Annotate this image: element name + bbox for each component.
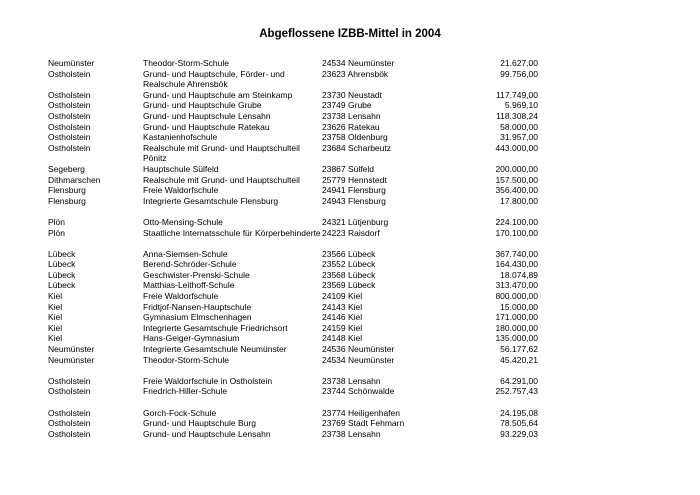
place-cell: 23738 Lensahn [322, 428, 381, 439]
amount-cell: 157.500,00 [495, 174, 538, 185]
district-cell: Ostholstein [48, 121, 91, 132]
amount-cell: 443.000,00 [495, 142, 538, 153]
table-row [48, 122, 538, 133]
place-cell: 23738 Lensahn [322, 375, 381, 386]
school-cell: Freie Waldorfschule in Ostholstein [143, 375, 273, 386]
amount-cell: 252.757,43 [495, 386, 538, 397]
district-cell: Ostholstein [48, 428, 91, 439]
table-row [48, 58, 538, 69]
place-cell: 24159 Kiel [322, 322, 363, 333]
amount-cell: 78.505,64 [500, 418, 538, 429]
amount-cell: 164.430,00 [495, 259, 538, 270]
school-cell: Geschwister-Prenski-Schule [143, 269, 250, 280]
school-cell: Gorch-Fock-Schule [143, 407, 217, 418]
amount-cell: 45.420,21 [500, 354, 538, 365]
amount-cell: 800.000,00 [495, 291, 538, 302]
table-row [48, 228, 538, 239]
table-row [48, 100, 538, 111]
district-cell: Ostholstein [48, 68, 91, 79]
funding-table [48, 58, 538, 439]
amount-cell: 180.000,00 [495, 322, 538, 333]
school-cell: Realschule mit Grund- und Hauptschulteil [143, 174, 300, 185]
table-row [48, 164, 538, 175]
table-row [48, 111, 538, 122]
amount-cell: 356.400,00 [495, 185, 538, 196]
school-cell: Grund- und Hauptschule Lensahn [143, 110, 271, 121]
amount-cell: 56.177,62 [500, 344, 538, 355]
place-cell: 23569 Lübeck [322, 280, 376, 291]
district-cell: Ostholstein [48, 142, 91, 153]
table-row [48, 429, 538, 440]
district-cell: Segeberg [48, 163, 85, 174]
school-cell: Hauptschule Sülfeld [143, 163, 219, 174]
place-cell: 25779 Hennstedt [322, 174, 387, 185]
place-cell: 23566 Lübeck [322, 248, 376, 259]
amount-cell: 93.229,03 [500, 428, 538, 439]
district-cell: Ostholstein [48, 407, 91, 418]
school-cell: Grund- und Hauptschule Lensahn [143, 428, 271, 439]
school-cell: Grund- und Hauptschule Grube [143, 100, 262, 111]
school-cell: Theodor-Storm-Schule [143, 354, 229, 365]
table-row [48, 302, 538, 313]
table-row [48, 386, 538, 397]
place-cell: 23744 Schönwalde [322, 386, 395, 397]
place-cell: 23738 Lensahn [322, 110, 381, 121]
place-cell: 24146 Kiel [322, 312, 363, 323]
district-cell: Ostholstein [48, 110, 91, 121]
amount-cell: 170.100,00 [495, 227, 538, 238]
place-cell: 23568 Lübeck [322, 269, 376, 280]
amount-cell: 135.000,00 [495, 333, 538, 344]
table-row [48, 291, 538, 302]
district-cell: Neumünster [48, 58, 95, 68]
school-cell: Anna-Siemsen-Schule [143, 248, 228, 259]
amount-cell: 171.000,00 [495, 312, 538, 323]
table-row [48, 217, 538, 228]
district-cell: Kiel [48, 333, 63, 344]
school-cell: Berend-Schröder-Schule [143, 259, 237, 270]
table-row [48, 259, 538, 270]
place-cell: 24536 Neumünster [322, 344, 395, 355]
school-cell: Freie Waldorfschule [143, 185, 219, 196]
place-cell: 23684 Scharbeutz [322, 142, 391, 153]
school-cell: Staatliche Internatsschule für Körperbehinderte [143, 227, 321, 238]
place-cell: 24321 Lütjenburg [322, 216, 389, 227]
amount-cell: 313.470,00 [495, 280, 538, 291]
amount-cell: 5.969,10 [504, 100, 538, 111]
district-cell: Plön [48, 227, 66, 238]
district-cell: Kiel [48, 322, 63, 333]
table-row [48, 196, 538, 207]
table-row [48, 344, 538, 355]
district-cell: Ostholstein [48, 132, 91, 143]
place-cell: 23749 Grube [322, 100, 372, 111]
school-cell: Integrierte Gesamtschule Neumünster [143, 344, 287, 355]
amount-cell: 367.740,00 [495, 248, 538, 259]
place-cell: 23626 Ratekau [322, 121, 380, 132]
amount-cell: 31.957,00 [500, 132, 538, 143]
district-cell: Kiel [48, 301, 63, 312]
table-row [48, 333, 538, 344]
page-title: Abgeflossene IZBB-Mittel in 2004 [259, 28, 441, 40]
table-row [48, 323, 538, 334]
school-cell: Freie Waldorfschule [143, 291, 219, 302]
table-row [48, 418, 538, 429]
school-cell: Gymnasium Elmschenhagen [143, 312, 252, 323]
place-cell: 24109 Kiel [322, 291, 363, 302]
district-cell: Neumünster [48, 354, 95, 365]
school-cell: Matthias-Leithoff-Schule [143, 280, 235, 291]
place-cell: 24148 Kiel [322, 333, 363, 344]
school-cell: Integrierte Gesamtschule Flensburg [143, 195, 279, 206]
table-row [48, 376, 538, 387]
school-cell: Grund- und Hauptschule am Steinkamp [143, 89, 293, 100]
table-row [48, 175, 538, 186]
place-cell: 23730 Neustadt [322, 89, 383, 100]
district-cell: Lübeck [48, 280, 76, 291]
table-row [48, 312, 538, 323]
district-cell: Ostholstein [48, 89, 91, 100]
amount-cell: 24.195,08 [500, 407, 538, 418]
amount-cell: 117.749,00 [496, 89, 538, 100]
school-cell: Grund- und Hauptschule, Förder- und Realschule Ahrensbök [143, 68, 285, 90]
place-cell: 23758 Oldenburg [322, 132, 388, 143]
amount-cell: 58.000,00 [500, 121, 538, 132]
place-cell: 23623 Ahrensbök [322, 68, 389, 79]
place-cell: 23774 Heiligenhafen [322, 407, 400, 418]
district-cell: Ostholstein [48, 375, 91, 386]
amount-cell: 224.100,00 [495, 216, 538, 227]
table-row [48, 90, 538, 101]
district-cell: Ostholstein [48, 386, 91, 397]
district-cell: Ostholstein [48, 100, 91, 111]
district-cell: Lübeck [48, 259, 76, 270]
place-cell: 23867 Sülfeld [322, 163, 374, 174]
amount-cell: 21.627,00 [500, 58, 538, 68]
district-cell: Dithmarschen [48, 174, 101, 185]
table-row [48, 185, 538, 196]
school-cell: Kastanienhofschule [143, 132, 218, 143]
table-row [48, 132, 538, 143]
amount-cell: 18.074,89 [500, 269, 538, 280]
table-row [48, 69, 538, 90]
place-cell: 24223 Raisdorf [322, 227, 380, 238]
amount-cell: 17.800,00 [500, 195, 538, 206]
table-row [48, 355, 538, 366]
school-cell: Realschule mit Grund- und Hauptschulteil Pönitz [143, 142, 300, 164]
district-cell: Neumünster [48, 344, 95, 355]
table-row [48, 270, 538, 281]
district-cell: Kiel [48, 312, 63, 323]
district-cell: Lübeck [48, 248, 76, 259]
district-cell: Flensburg [48, 185, 86, 196]
amount-cell: 118.308,24 [496, 110, 538, 121]
place-cell: 24143 Kiel [322, 301, 363, 312]
table-row [48, 408, 538, 419]
district-cell: Kiel [48, 291, 63, 302]
school-cell: Fridtjof-Nansen-Hauptschule [143, 301, 252, 312]
place-cell: 24534 Neumünster [322, 354, 395, 365]
place-cell: 24534 Neumünster [322, 58, 395, 68]
school-cell: Otto-Mensing-Schule [143, 216, 223, 227]
school-cell: Theodor-Storm-Schule [143, 58, 229, 68]
district-cell: Plön [48, 216, 66, 227]
district-cell: Lübeck [48, 269, 76, 280]
place-cell: 24943 Flensburg [322, 195, 386, 206]
school-cell: Integrierte Gesamtschule Friedrichsort [143, 322, 288, 333]
school-cell: Grund- und Hauptschule Burg [143, 418, 256, 429]
table-row [48, 249, 538, 260]
place-cell: 24941 Flensburg [322, 185, 386, 196]
district-cell: Flensburg [48, 195, 86, 206]
school-cell: Hans-Geiger-Gymnasium [143, 333, 240, 344]
school-cell: Grund- und Hauptschule Ratekau [143, 121, 270, 132]
amount-cell: 15.000,00 [500, 301, 538, 312]
place-cell: 23552 Lübeck [322, 259, 376, 270]
amount-cell: 200.000,00 [495, 163, 538, 174]
table-row [48, 143, 538, 164]
amount-cell: 64.291,00 [500, 375, 538, 386]
amount-cell: 99.756,00 [500, 68, 538, 79]
school-cell: Friedrich-Hiller-Schule [143, 386, 228, 397]
table-row [48, 280, 538, 291]
place-cell: 23769 Stadt Fehmarn [322, 418, 405, 429]
district-cell: Ostholstein [48, 418, 91, 429]
